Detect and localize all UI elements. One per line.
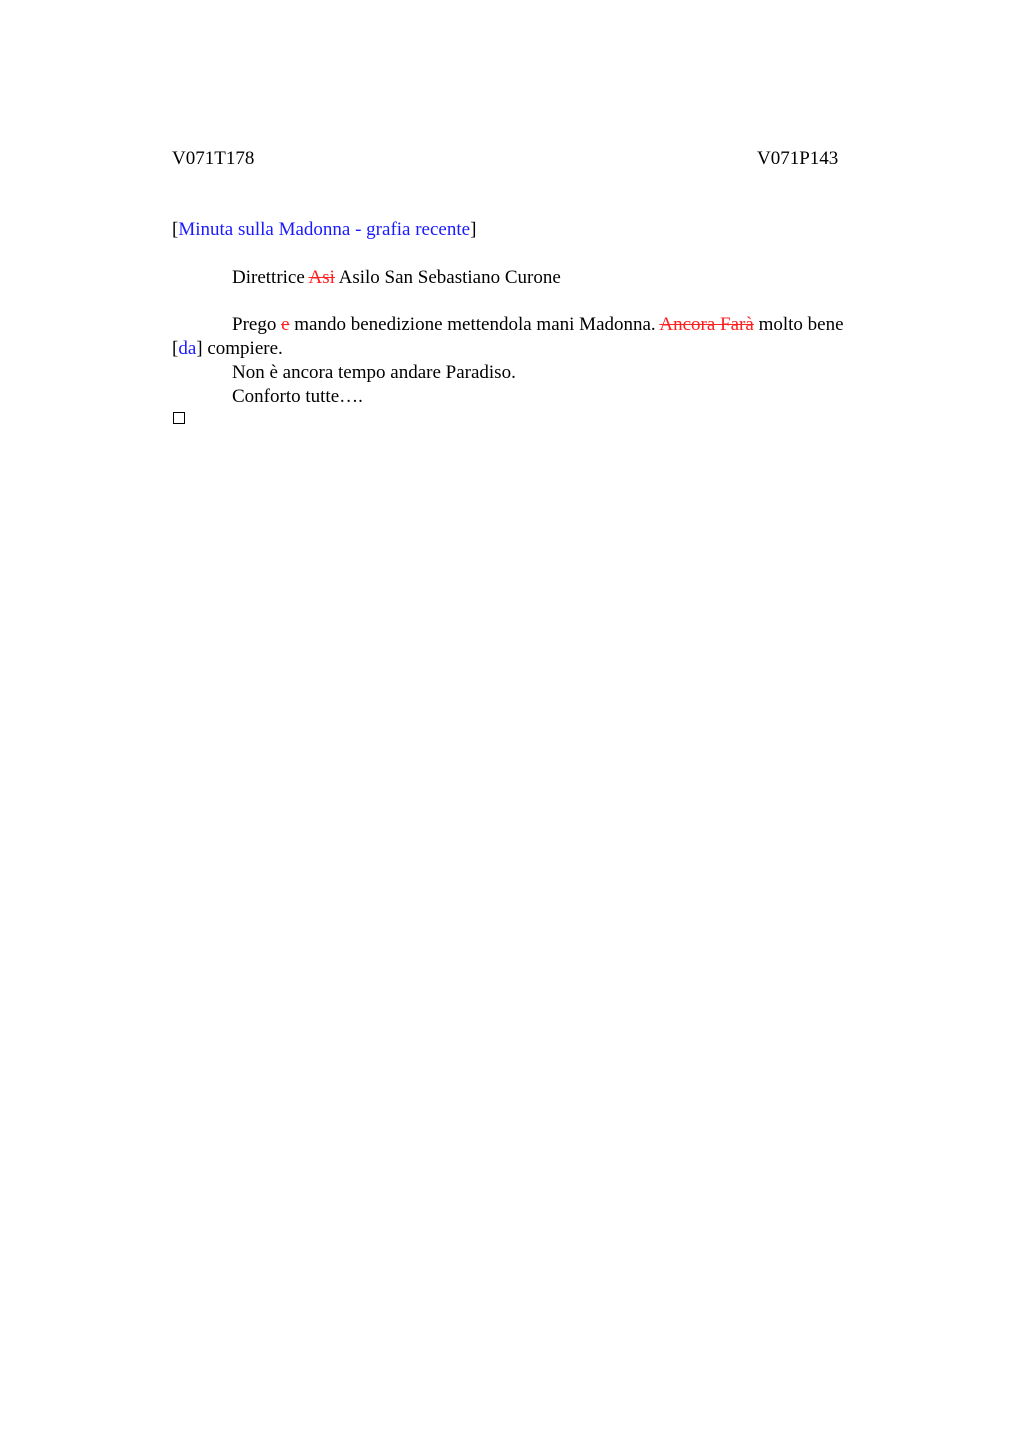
addressee-deleted: Asi [308, 267, 335, 288]
note-text: Minuta sulla Madonna - grafia recente [178, 219, 471, 240]
document-code-right: V071P143 [757, 148, 839, 169]
addressee-after: Asilo San Sebastiano Curone [334, 267, 561, 288]
p1-bracket-close: ] [196, 338, 203, 359]
p1-deleted1: e [281, 314, 290, 335]
addressee-line [172, 266, 912, 290]
p1-part4: compiere. [202, 338, 283, 359]
letter-body [172, 266, 912, 409]
line-conforto: Conforto tutte…. [232, 386, 363, 407]
paragraph-1-continuation [172, 337, 912, 361]
p1-deleted2: Ancora Farà [659, 314, 754, 335]
p1-inserted: da [178, 338, 197, 359]
editorial-note [172, 218, 476, 242]
paragraph-1 [172, 313, 912, 337]
note-close-bracket: ] [470, 219, 477, 240]
addressee-before: Direttrice [232, 267, 309, 288]
p1-part3: molto bene [753, 314, 844, 335]
p1-part2: mando benedizione mettendola mani Madonna. [289, 314, 660, 335]
line-paradiso: Non è ancora tempo andare Paradiso. [232, 362, 516, 383]
p1-bracket-open: [ [172, 338, 179, 359]
p1-part1: Prego [232, 314, 282, 335]
document-code-left: V071T178 [172, 148, 255, 169]
checkbox-glyph [173, 412, 185, 424]
note-open-bracket: [ [172, 219, 179, 240]
